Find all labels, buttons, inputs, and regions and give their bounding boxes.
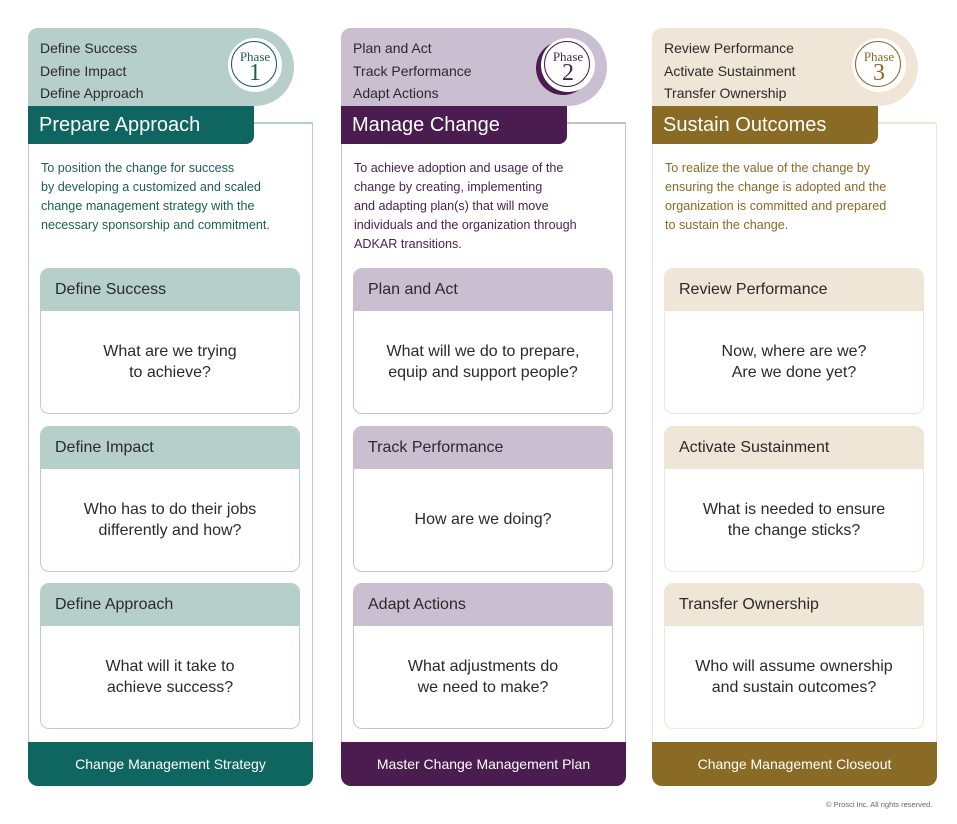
- phase-2-description-line: ADKAR transitions.: [354, 237, 462, 251]
- card-question: [665, 311, 923, 413]
- card-question-line: and sustain outcomes?: [711, 679, 877, 696]
- phase-1-badge-number: 1: [249, 60, 261, 86]
- card-question-line: Who has to do their jobs: [83, 500, 257, 518]
- phase-2-step-1: Plan and Act: [353, 40, 432, 56]
- card-question-line: to achieve?: [129, 364, 211, 381]
- phase-3-step-2: Activate Sustainment: [664, 62, 796, 79]
- phase-1-step-list: [40, 37, 144, 105]
- card-question: [354, 311, 612, 413]
- phase-1-card-define-impact: [40, 426, 300, 572]
- phase-2-tab: [341, 28, 607, 106]
- phase-1-card-define-approach: [40, 583, 300, 729]
- phase-3-badge-word: Phase: [863, 49, 895, 64]
- card-heading: Activate Sustainment: [665, 427, 923, 469]
- phase-1-badge-word: Phase: [239, 49, 271, 64]
- phase-1-badge: [228, 38, 282, 92]
- phase-3-step-3: Transfer Ownership: [664, 85, 787, 101]
- phase-3-description-line: organization is committed and prepared: [665, 199, 887, 213]
- card-question: [354, 626, 612, 728]
- card-heading: Review Performance: [665, 269, 923, 311]
- phase-2-title: Manage Change: [341, 106, 567, 144]
- card-question: [665, 469, 923, 571]
- card-question: [41, 469, 299, 571]
- phase-3-card-activate-sustainment: [664, 426, 924, 572]
- card-question-line: differently and how?: [98, 522, 242, 539]
- phase-2-step-3: Adapt Actions: [353, 85, 439, 101]
- phase-1-description: [41, 159, 306, 235]
- card-heading: Adapt Actions: [354, 584, 612, 626]
- phase-3-card-transfer-ownership: [664, 583, 924, 729]
- phase-3-deliverable: Change Management Closeout: [652, 742, 937, 786]
- phase-2-deliverable: Master Change Management Plan: [341, 742, 626, 786]
- phase-2-description-line: individuals and the organization through: [354, 218, 577, 232]
- card-question-line: equip and support people?: [388, 364, 578, 381]
- phase-3-column: [652, 28, 937, 786]
- phase-2-step-2: Track Performance: [353, 62, 472, 79]
- phase-3-tab: [652, 28, 918, 106]
- card-heading: Track Performance: [354, 427, 612, 469]
- phase-2-card-plan-and-act: [353, 268, 613, 414]
- card-question-line: Who will assume ownership: [695, 657, 893, 675]
- phase-1-column: [28, 28, 313, 786]
- phase-2-card-track-performance: [353, 426, 613, 572]
- phase-1-description-line: necessary sponsorship and commitment.: [41, 218, 270, 232]
- card-question-line: we need to make?: [417, 679, 549, 696]
- card-heading: Transfer Ownership: [665, 584, 923, 626]
- card-question: [41, 626, 299, 728]
- phase-2-step-list: [353, 37, 472, 105]
- phase-1-panel-top-border: [254, 122, 313, 124]
- phase-3-description-line: To realize the value of the change by: [665, 161, 871, 175]
- card-question-line: What is needed to ensure: [702, 500, 886, 518]
- phase-3-description-line: to sustain the change.: [665, 218, 789, 232]
- card-heading: Define Success: [41, 269, 299, 311]
- phase-2-description-line: and adapting plan(s) that will move: [354, 199, 549, 213]
- card-question-line: achieve success?: [106, 679, 234, 696]
- card-question-line: What are we trying: [103, 342, 237, 360]
- card-question: [354, 469, 612, 571]
- phase-2-description-line: To achieve adoption and usage of the: [354, 161, 564, 175]
- phase-3-panel-top-border: [878, 122, 937, 124]
- phase-2-badge-number: 2: [562, 60, 574, 86]
- phase-3-badge: [852, 38, 906, 92]
- card-question-line: Now, where are we?: [721, 342, 867, 360]
- phase-2-description-line: change by creating, implementing: [354, 180, 543, 194]
- phase-2-description: [354, 159, 619, 254]
- card-question-line: What adjustments do: [407, 657, 559, 675]
- phase-3-card-review-performance: [664, 268, 924, 414]
- phase-3-badge-number: 3: [873, 60, 885, 86]
- card-heading: Define Approach: [41, 584, 299, 626]
- phase-1-card-define-success: [40, 268, 300, 414]
- card-heading: Plan and Act: [354, 269, 612, 311]
- phase-1-description-line: To position the change for success: [41, 161, 235, 175]
- card-question-line: What will it take to: [105, 657, 235, 675]
- phase-1-description-line: change management strategy with the: [41, 199, 255, 213]
- phase-3-description: [665, 159, 930, 235]
- card-question-line: the change sticks?: [727, 522, 861, 539]
- phase-3-step-1: Review Performance: [664, 40, 794, 56]
- card-question: [665, 626, 923, 728]
- phase-2-badge: [541, 38, 595, 92]
- phase-1-tab: [28, 28, 294, 106]
- phase-2-column: [341, 28, 626, 786]
- card-question-line: Are we done yet?: [731, 364, 857, 381]
- card-question-line: How are we doing?: [414, 511, 552, 529]
- phase-1-deliverable: Change Management Strategy: [28, 742, 313, 786]
- card-heading: Define Impact: [41, 427, 299, 469]
- copyright-notice: © Prosci Inc. All rights reserved.: [826, 800, 933, 809]
- phase-1-step-1: Define Success: [40, 40, 138, 56]
- phase-1-description-line: by developing a customized and scaled: [41, 180, 261, 194]
- phase-1-title: Prepare Approach: [28, 106, 254, 144]
- card-question: [41, 311, 299, 413]
- phase-3-title: Sustain Outcomes: [652, 106, 878, 144]
- phase-1-step-3: Define Approach: [40, 85, 144, 101]
- phase-2-badge-word: Phase: [552, 49, 584, 64]
- phase-3-description-line: ensuring the change is adopted and the: [665, 180, 887, 194]
- phase-2-card-adapt-actions: [353, 583, 613, 729]
- phase-2-panel-top-border: [567, 122, 626, 124]
- card-question-line: What will we do to prepare,: [386, 342, 580, 360]
- phase-3-step-list: [664, 37, 796, 105]
- phase-1-step-2: Define Impact: [40, 62, 127, 79]
